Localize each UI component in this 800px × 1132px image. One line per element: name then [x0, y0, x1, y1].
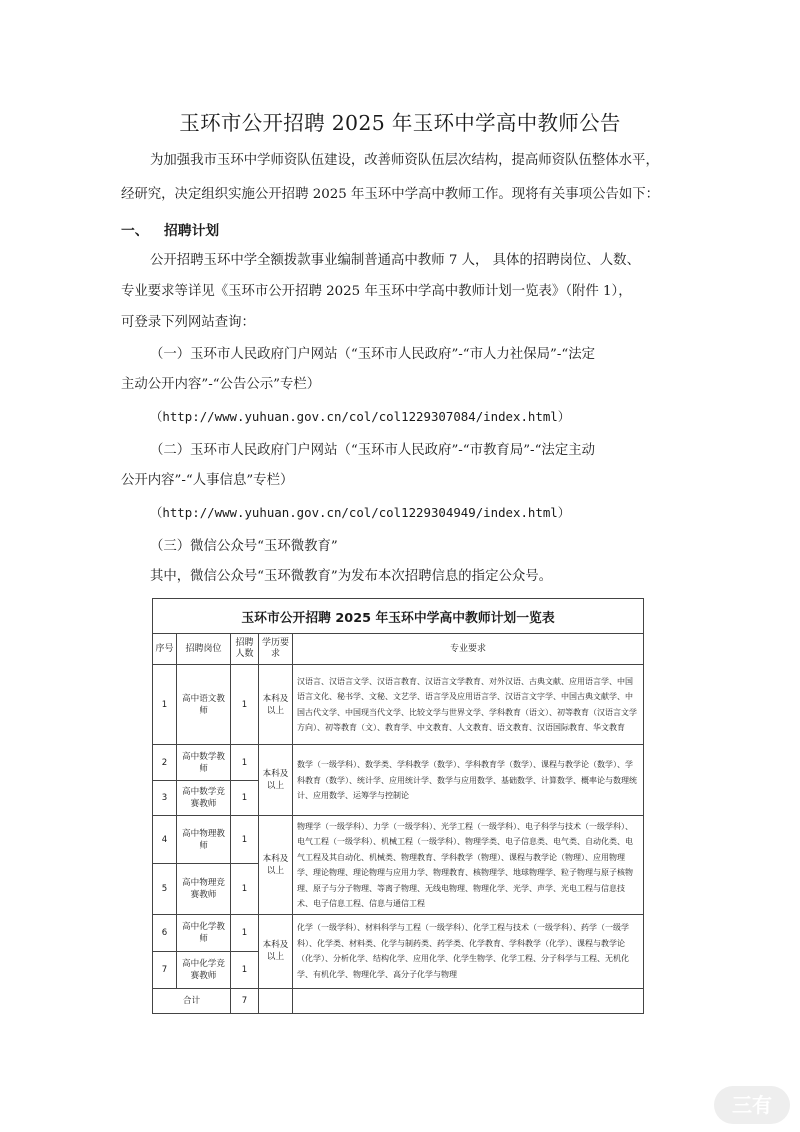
row-no: 4	[153, 816, 177, 863]
row-post: 高中物理教师	[177, 816, 231, 863]
wechat-note: 其中，微信公众号“玉环微教育”为发布本次招聘信息的指定公众号。	[150, 569, 553, 584]
row-no: 2	[153, 745, 177, 781]
header-edu: 学历要求	[259, 634, 293, 665]
row-post: 高中语文教师	[177, 665, 231, 745]
row-post: 高中数学教师	[177, 745, 231, 781]
total-edu-cell	[259, 988, 293, 1013]
source-1-url[interactable]: （http://www.yuhuan.gov.cn/col/col1229307084/index.html）	[150, 409, 571, 424]
table-title: 玉环市公开招聘 2025 年玉环中学高中教师计划一览表	[153, 599, 644, 634]
plan-table	[152, 598, 644, 1014]
watermark-logo: 三有	[714, 1086, 790, 1124]
row-count: 1	[231, 951, 259, 988]
section-title: 招聘计划	[164, 223, 220, 239]
total-count: 7	[231, 988, 259, 1013]
row-edu: 本科及以上	[259, 816, 293, 914]
section-number: 一、	[121, 223, 149, 239]
table-row	[153, 816, 644, 863]
source-2-line-2: 公开内容”-“人事信息”专栏）	[121, 473, 294, 488]
source-1-line-1: （一）玉环市人民政府门户网站（“玉环市人民政府”-“市人力社保局”-“法定	[150, 347, 595, 362]
row-count: 1	[231, 745, 259, 781]
plan-line-2: 专业要求等详见《玉环市公开招聘 2025 年玉环中学高中教师计划一览表》（附件 1），	[121, 284, 632, 299]
source-2-url[interactable]: （http://www.yuhuan.gov.cn/col/col1229304949/index.html）	[150, 505, 571, 520]
row-no: 1	[153, 665, 177, 745]
total-label: 合计	[153, 988, 231, 1013]
row-edu: 本科及以上	[259, 665, 293, 745]
row-count: 1	[231, 816, 259, 863]
header-count: 招聘人数	[231, 634, 259, 665]
row-count: 1	[231, 665, 259, 745]
row-post: 高中化学教师	[177, 914, 231, 951]
row-count: 1	[231, 914, 259, 951]
source-1-line-2: 主动公开内容”-“公告公示”专栏）	[121, 377, 321, 392]
total-req-cell	[293, 988, 644, 1013]
table-total-row	[153, 988, 644, 1013]
row-no: 5	[153, 863, 177, 914]
page-title: 玉环市公开招聘 2025 年玉环中学高中教师公告	[179, 111, 621, 135]
row-count: 1	[231, 863, 259, 914]
row-no: 7	[153, 951, 177, 988]
header-requirement: 专业要求	[293, 634, 644, 665]
plan-line-3: 可登录下列网站查询：	[121, 315, 255, 330]
requirement-chemistry: 化学（一级学科）、材料科学与工程（一级学科）、化学工程与技术（一级学科）、药学（一级学科）、化学类、材料类、化学与制药类、药学类、化学教育、学科教学（化学）、课程与教学论（化学）、分析化学、结构化学、应用化学、化学生物学、化学工程、分子科学与工程、无机化学、有机化学、物理化学、高分子化学与物理	[293, 914, 644, 988]
header-no: 序号	[153, 634, 177, 665]
intro-line-2: 经研究，决定组织实施公开招聘 2025 年玉环中学高中教师工作。现将有关事项公告如下：	[121, 187, 660, 202]
source-3-line-1: （三）微信公众号“玉环微教育”	[150, 539, 338, 554]
table-row	[153, 745, 644, 781]
requirement-math: 数学（一级学科）、数学类、学科教学（数学）、学科教育学（数学）、课程与教学论（数学）、学科教育（数学）、统计学、应用统计学、数学与应用数学、基础数学、计算数学、概率论与数理统计、应用数学、运筹学与控制论	[293, 745, 644, 816]
row-no: 3	[153, 781, 177, 816]
row-post: 高中化学竞赛教师	[177, 951, 231, 988]
row-post: 高中数学竞赛教师	[177, 781, 231, 816]
row-no: 6	[153, 914, 177, 951]
intro-line-1: 为加强我市玉环中学师资队伍建设，改善师资队伍层次结构，提高师资队伍整体水平，	[150, 153, 659, 168]
row-post: 高中物理竞赛教师	[177, 863, 231, 914]
requirement-chinese: 汉语言、汉语言文学、汉语言教育、汉语言文学教育、对外汉语、古典文献、应用语言学、中国语言文化、秘书学、文秘、文艺学、语言学及应用语言学、汉语言文字学、中国古典文献学、中国古代文学、中国现当代文学、比较文学与世界文学、学科教育（语文）、初等教育（汉语言文学方向）、初等教育（文）、教育学、中文教育、人文教育、语文教育、汉语国际教育、华文教育	[293, 665, 644, 745]
table-row	[153, 914, 644, 951]
row-count: 1	[231, 781, 259, 816]
header-post: 招聘岗位	[177, 634, 231, 665]
table-header-row	[153, 634, 644, 665]
requirement-physics: 物理学（一级学科）、力学（一级学科）、光学工程（一级学科）、电子科学与技术（一级学科）、电气工程（一级学科）、机械工程（一级学科）、物理学类、电子信息类、电气类、自动化类、电气工程及其自动化、机械类、物理教育、学科教学（物理）、课程与教学论（物理）、应用物理学、理论物理、理论物理与应用力学、物理教育、核物理学、地球物理学、粒子物理与原子核物理、原子与分子物理、等离子物理、无线电物理、物理化学、光学、声学、光电工程与信息技术、电子信息工程、信息与通信工程	[293, 816, 644, 914]
row-edu: 本科及以上	[259, 745, 293, 816]
source-2-line-1: （二）玉环市人民政府门户网站（“玉环市人民政府”-“市教育局”-“法定主动	[150, 443, 595, 458]
plan-line-1: 公开招聘玉环中学全额拨款事业编制普通高中教师 7 人， 具体的招聘岗位、人数、	[150, 253, 640, 268]
row-edu: 本科及以上	[259, 914, 293, 988]
table-row	[153, 665, 644, 745]
